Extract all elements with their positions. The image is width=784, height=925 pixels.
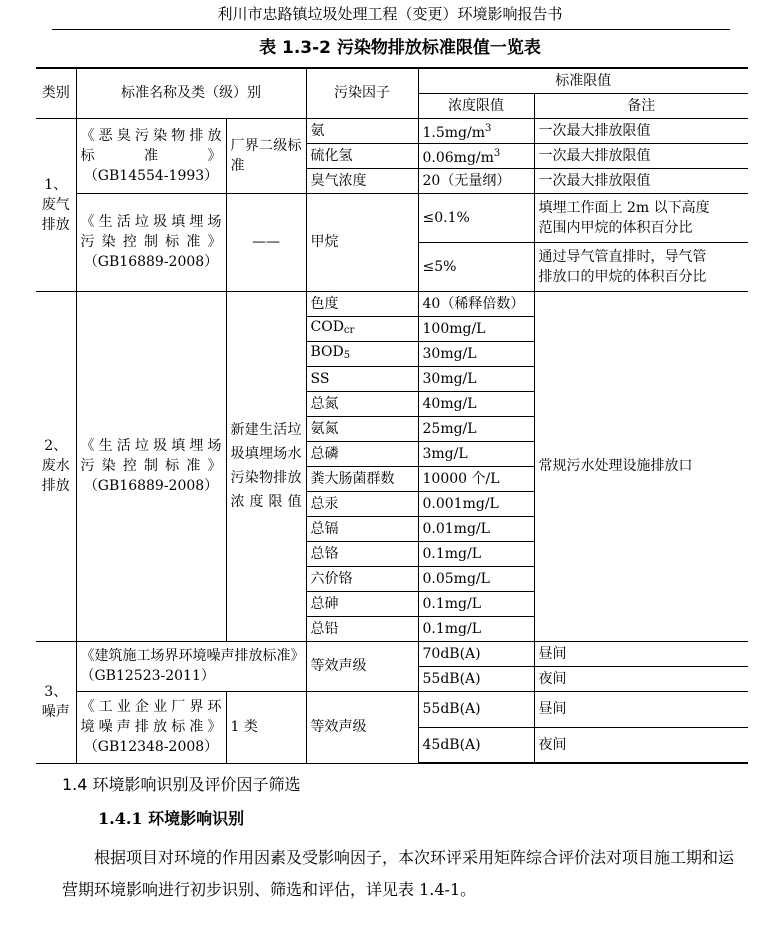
factor-cell: 总铬 xyxy=(306,541,418,566)
gas-odor-standard xyxy=(76,118,226,193)
std-line: 污染控制标准》 xyxy=(80,234,222,250)
remark-line: 范围内甲烷的体积百分比 xyxy=(538,219,693,236)
factor-cell: 粪大肠菌群数 xyxy=(306,466,418,491)
factor-cell: 总磷 xyxy=(306,441,418,466)
factor-cell: 臭气浓度 xyxy=(306,168,418,193)
remark-cell: 一次最大排放限值 xyxy=(534,143,748,168)
superscript: 3 xyxy=(485,122,492,134)
factor-cell: 等效声级 xyxy=(306,641,418,691)
noise-industrial-standard xyxy=(76,691,226,763)
header-category: 类别 xyxy=(36,68,76,118)
value-text: 0.06mg/m xyxy=(422,149,494,166)
category-water: 2、废水排放 xyxy=(36,291,76,641)
water-class xyxy=(226,291,306,641)
value-cell: 70dB(A) xyxy=(418,641,534,666)
water-remark: 常规污水处理设施排放口 xyxy=(534,291,748,641)
value-cell: 40mg/L xyxy=(418,391,534,416)
factor-cell: 硫化氢 xyxy=(306,143,418,168)
class-text: 厂界二级标准 xyxy=(230,137,302,174)
value-cell: ≤5% xyxy=(418,242,534,291)
remark-cell: 昼间 xyxy=(534,641,748,666)
gas-odor-class xyxy=(226,118,306,193)
header-standard: 标准名称及类（级）别 xyxy=(76,68,306,118)
noise-construction-standard: 《建筑施工场界环境噪声排放标准》（GB12523-2011） xyxy=(76,641,306,691)
std-line: （GB12348-2008） xyxy=(83,739,219,755)
value-cell: 40（稀释倍数） xyxy=(418,291,534,316)
std-line: 《生活垃圾填埋场 xyxy=(80,214,222,230)
std-line: 《恶臭污染物排放 xyxy=(80,127,222,144)
std-line: 污染控制标准》 xyxy=(80,458,222,474)
subsection-heading: 1.4.1 环境影响识别 xyxy=(98,809,245,828)
header-concentration: 浓度限值 xyxy=(418,93,534,118)
value-cell: 0.001mg/L xyxy=(418,491,534,516)
superscript: 3 xyxy=(493,147,501,159)
factor-cell: 六价铬 xyxy=(306,566,418,591)
value-cell: 0.1mg/L xyxy=(418,541,534,566)
value-cell: 25mg/L xyxy=(418,416,534,441)
std-line: 标 准 》 xyxy=(80,147,222,164)
remark-cell: 昼间 xyxy=(534,691,748,727)
value-cell: 0.01mg/L xyxy=(418,516,534,541)
table-title: 表 1.3-2 污染物排放标准限值一览表 xyxy=(259,38,541,58)
factor-text: BOD xyxy=(310,343,344,360)
noise-industrial-class: 1 类 xyxy=(226,691,306,763)
category-noise: 3、噪声 xyxy=(36,641,76,763)
factor-cell: 甲烷 xyxy=(306,193,418,291)
value-cell: 55dB(A) xyxy=(418,666,534,691)
std-line: 境噪声排放标准》 xyxy=(80,719,222,735)
value-cell: 45dB(A) xyxy=(418,727,534,763)
std-line: 《工业企业厂界环 xyxy=(80,699,222,715)
remark-cell xyxy=(534,242,748,291)
value-cell: 30mg/L xyxy=(418,341,534,366)
factor-cell: 总砷 xyxy=(306,591,418,616)
remark-cell: 一次最大排放限值 xyxy=(534,168,748,193)
factor-cell xyxy=(306,316,418,341)
factor-cell xyxy=(306,341,418,366)
water-standard xyxy=(76,291,226,641)
value-cell: 100mg/L xyxy=(418,316,534,341)
value-cell: 0.1mg/L xyxy=(418,591,534,616)
header-limits: 标准限值 xyxy=(418,68,748,93)
header-remark: 备注 xyxy=(534,93,748,118)
value-cell: 3mg/L xyxy=(418,441,534,466)
gas-landfill-standard xyxy=(76,193,226,291)
factor-cell: 色度 xyxy=(306,291,418,316)
header-rule xyxy=(52,29,730,30)
subscript: cr xyxy=(343,324,355,336)
value-text: 1.5mg/m xyxy=(422,124,485,141)
value-cell: 0.05mg/L xyxy=(418,566,534,591)
section-heading: 1.4 环境影响识别及评价因子筛选 xyxy=(62,775,301,794)
remark-line: 通过导气管直排时，导气管 xyxy=(538,248,707,265)
value-cell: 20（无量纲） xyxy=(418,168,534,193)
value-cell: 10000 个/L xyxy=(418,466,534,491)
value-cell xyxy=(418,118,534,143)
remark-cell xyxy=(534,193,748,242)
std-line: （GB16889-2008） xyxy=(83,254,219,270)
header-factor: 污染因子 xyxy=(306,68,418,118)
factor-cell: 氨 xyxy=(306,118,418,143)
factor-cell: 总镉 xyxy=(306,516,418,541)
class-text: 新建生活垃圾填埋场水污染物排放浓度限值 xyxy=(230,422,302,510)
subscript: 5 xyxy=(343,349,351,361)
gas-landfill-class: —— xyxy=(226,193,306,291)
value-cell: 55dB(A) xyxy=(418,691,534,727)
value-cell: 0.1mg/L xyxy=(418,616,534,641)
body-paragraph: 根据项目对环境的作用因素及受影响因子，本次环评采用矩阵综合评价法对项目施工期和运营期环境影响进行初步识别、筛选和评估，详见表 1.4-1。 xyxy=(62,848,735,899)
emission-standards-table xyxy=(36,67,748,764)
factor-cell: SS xyxy=(306,366,418,391)
remark-cell: 夜间 xyxy=(534,666,748,691)
factor-cell: 总氮 xyxy=(306,391,418,416)
std-line: 《生活垃圾填埋场 xyxy=(80,438,222,454)
factor-cell: 总汞 xyxy=(306,491,418,516)
value-cell: 30mg/L xyxy=(418,366,534,391)
std-line: （GB16889-2008） xyxy=(83,478,219,494)
std-line: （GB14554-1993） xyxy=(83,167,219,184)
remark-line: 填埋工作面上 2m 以下高度 xyxy=(538,199,710,216)
category-gas: 1、废气排放 xyxy=(36,118,76,291)
value-cell: ≤0.1% xyxy=(418,193,534,242)
factor-cell: 氨氮 xyxy=(306,416,418,441)
value-cell xyxy=(418,143,534,168)
remark-line: 排放口的甲烷的体积百分比 xyxy=(538,268,707,285)
remark-cell: 夜间 xyxy=(534,727,748,763)
remark-cell: 一次最大排放限值 xyxy=(534,118,748,143)
running-header: 利川市忠路镇垃圾处理工程（变更）环境影响报告书 xyxy=(217,5,563,23)
factor-cell: 总铅 xyxy=(306,616,418,641)
factor-text: COD xyxy=(310,318,344,335)
factor-cell: 等效声级 xyxy=(306,691,418,763)
